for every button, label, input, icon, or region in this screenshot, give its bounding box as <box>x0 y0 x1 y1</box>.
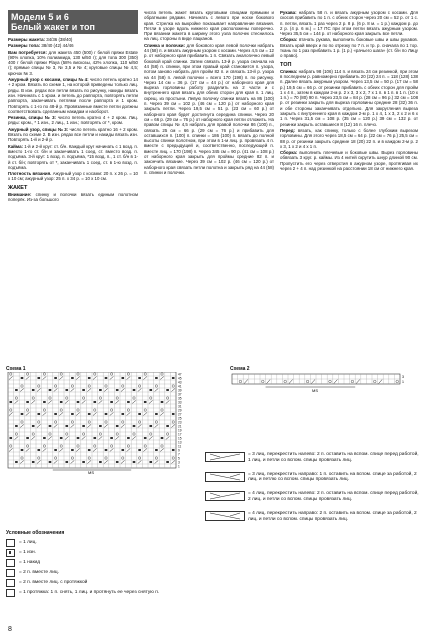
purl-mark <box>49 425 52 427</box>
purl-mark <box>161 401 164 403</box>
purl-mark <box>26 437 29 439</box>
row-number: 25 <box>178 416 182 421</box>
purl-mark <box>94 437 97 439</box>
row-number: 1 <box>402 380 404 384</box>
purl-mark <box>166 461 169 463</box>
legend-row <box>6 589 206 597</box>
row-number: 39 <box>178 388 182 393</box>
purl-mark <box>10 401 13 403</box>
purl-mark <box>105 449 108 451</box>
legend-symbol-icon <box>6 589 15 597</box>
row-number: 13 <box>178 440 182 445</box>
column-2 <box>144 10 274 340</box>
purl-mark <box>60 401 63 403</box>
row-number: 17 <box>178 432 182 437</box>
purl-mark <box>15 461 18 463</box>
purl-mark <box>127 437 130 439</box>
cable-symbol-icon <box>205 452 245 462</box>
cable-legend-row <box>205 491 420 503</box>
purl-mark <box>15 425 18 427</box>
purl-mark <box>105 377 108 379</box>
legend-row <box>6 539 206 547</box>
purl-mark <box>133 425 136 427</box>
paragraph: Ажурный узор с косами, спицы № 4: число петель кратно 14 + 2 кром. Вязать по схеме 1, на которой приведены только лиц. ряды. В изн. рядах все петли вязать по рисунку, накиды вязать изн. Начинать с 1 кром. и петель до раппорта, повторять петли раппорта, заканчивать петлями после раппорта и 1 кром. Повторять с 1-го по 48-й р. Провязанные вместе петли должны соответствовать сделанным накидам и наоборот. <box>8 77 138 114</box>
row-number: 3 <box>402 375 404 379</box>
purl-mark <box>150 425 153 427</box>
purl-mark <box>99 425 102 427</box>
row-number: 19 <box>178 428 182 433</box>
paragraph: Резинка, спицы № 3: число петель кратно 4 + 2 кром. Лиц. ряды: кром., * 1 изн., 2 лиц., 1 изн.; повторять от *, кром. <box>8 115 138 126</box>
purl-mark <box>66 389 69 391</box>
paragraph: Спинка: набрать 98 (106) 114 п. и вязать 24 см резинкой, при этом в последнем р. равномерно прибавить 20 (22) 24 п. = 118 (128) 138 п. Далее вязать ажурным узором. Через 13,5 см = 50 р. (17 см = 58 р.) 19,5 см = 66 р. от резинки прибавить с обеих сторон для пройм 1 х 4 п., затем в каждом 2-м р. 2 х 3, 3 х 2, 7 х 1 п. в 1 п. в 1 п. (10 х 1 п.) = 70 (80) 90 п. Через 23,5 см = 84 р. (28 см = 96 р.) 32 см = 108 р. от резинки закрыть для выреза горловины средние 28 (32) 36 п. и обе стороны заканчивать отдельно. Для закругления выреза закрыть с внутреннего края в каждом 2-м р. 1 х 4, 1 х 3, 2 х 2 и 6 х 1 п. Через 31,5 см = 108 р. (35 см = 120 р.) 39 см = 132 р. от резинки закрыть оставшиеся 8 (12) 16 п. плечо. <box>280 68 418 127</box>
purl-mark <box>116 389 119 391</box>
row-number: 3 <box>178 460 180 465</box>
legend-text: = 1 изн. <box>19 550 36 555</box>
purl-mark <box>116 425 119 427</box>
paragraph: числа петель жакет вязать круговыми спицами прямыми и обратными рядами. Начинать с левого при носке бокового края. Стрелка на выкройке показывает направление вязания. Петли в узоре вдоль нижнего края расположены поперечно. При вязании жакета в ширину этого узла полочек стеснилось на лиц. стороны в виде лацканов. <box>144 10 274 42</box>
purl-mark <box>54 413 57 415</box>
legend-row <box>6 559 206 567</box>
purl-mark <box>88 413 91 415</box>
cross-legend <box>205 452 420 530</box>
purl-mark <box>71 377 74 379</box>
legend-text: = 1 накид <box>19 560 41 565</box>
column-1 <box>8 10 138 340</box>
cable-legend-row <box>205 511 420 523</box>
scheme-1-chart <box>6 372 196 477</box>
row-number: 35 <box>178 396 182 401</box>
purl-mark <box>122 449 125 451</box>
purl-mark <box>43 437 46 439</box>
row-number: 37 <box>178 392 182 397</box>
paragraph: Сборка: втачать рукава, выполнить боковые швы и швы рукавов. Вязать край вверх и по по отрезку по 7 п. и тр. р. сначала по 1 тор. ткань по 1 раз прибавить 1 р. (1 р.) «рачьего шага» (ст. б/н по Лицу о право). <box>280 37 418 59</box>
row-number: 1 <box>178 464 180 469</box>
legend-symbol-icon <box>6 579 15 587</box>
purl-mark <box>133 461 136 463</box>
purl-mark <box>82 425 85 427</box>
text-columns <box>8 10 422 340</box>
scheme-2-label: Схема 2 <box>230 366 250 372</box>
purl-mark <box>144 401 147 403</box>
purl-mark <box>150 461 153 463</box>
paragraph: Ажурный узор, спицы № 3: число петель кратно 16 + 2 кром. Вязать по схеме 2. В изн. рядах все петли и накиды вязать изн. Повторять 1-й и 2-й р. <box>8 126 138 143</box>
purl-mark <box>21 449 24 451</box>
paragraph: Перед: вязать, как спинку, только с более глубоким вырезом горловины. Для этого через 18,5 см = 64 р. (22 см = 76 р.) 25,5 см = 88 р. от резинки закрыть средние 18 (20) 22 п. и в каждом 2-м р. 2 х 3, 1 х 2 и 4 х 1 п. <box>280 127 418 149</box>
paragraph: Размеры жакета: 34/36 (38/40) <box>8 37 73 42</box>
purl-mark <box>94 401 97 403</box>
cable-legend-text: = 4 лиц. перекрестить налево: 2 п. оставить на вспом. спице перед работой, 2 лиц. и петли со вспом. спицы провязать лиц. <box>248 491 419 502</box>
purl-mark <box>138 377 141 379</box>
purl-mark <box>105 413 108 415</box>
legend-symbol-icon <box>6 559 15 567</box>
page-number: 8 <box>8 626 12 633</box>
legend-text: = 2 п. вместе лиц. с протяжкой <box>19 580 88 585</box>
purl-mark <box>21 413 24 415</box>
purl-mark <box>110 437 113 439</box>
purl-mark <box>38 377 41 379</box>
purl-mark <box>32 461 35 463</box>
purl-mark <box>122 377 125 379</box>
purl-mark <box>82 461 85 463</box>
page-title: Модели 5 и 6 <box>11 12 69 22</box>
row-number: 47 <box>178 372 182 377</box>
purl-mark <box>133 389 136 391</box>
paragraph: Рукава: набрать 58 п. и вязать ажурным узором с косами. Для скосов прибавить по 1 п. с обеих сторон через 20 см = 52 р. от 1 с. п. петли, вязать 1 раз через 2 р. 8 р. (6 р. 8 м. = 1 р.) каждом р. до 2 р. (4 р. 6 м.) = 17 ПС при этом петли вязать ажурным узором. Через 35,5 см = 144 р. от наборного края закрыть все петли. <box>280 10 418 37</box>
paragraph: Сборка: выполнить плечевые и боковые швы. Вырез горловины обвязать 3 круг. р. каймы. Из 4 нитей скрутить шнур длиной 90 см. Пропустить его через отверстия в ажурном узоре, протягивая их через 2 + 4 п. над резинкой на расстоянии 18 см от нижнего края. <box>280 150 418 172</box>
paragraph: Плотность вязания. Ажурный узор с косами: 20 п. x 26 р. = 10 x 10 см; ажурный узор: 25 п. x 34 р. = 10 x 10 см. <box>8 171 138 182</box>
cable-legend-text: = 4 лиц. перекрестить направо: 2 п. оставить на вспом. спице за работой, 2 лиц. и петли со вспом. спицы провязать лиц. <box>248 510 417 522</box>
purl-mark <box>77 401 80 403</box>
paragraph: Размеры топа: 38/40 (42) 44/46 <box>8 43 74 49</box>
row-number: 5 <box>178 456 180 461</box>
column-3-text <box>280 10 418 171</box>
purl-mark <box>127 401 130 403</box>
purl-mark <box>122 413 125 415</box>
legend-symbol-icon <box>6 569 15 577</box>
purl-mark <box>10 437 13 439</box>
row-number: 11 <box>178 444 182 449</box>
purl-mark <box>88 449 91 451</box>
purl-mark <box>172 377 175 379</box>
row-number: 31 <box>178 404 182 409</box>
purl-mark <box>116 461 119 463</box>
legend-row <box>6 549 206 557</box>
cable-symbol-icon <box>205 491 245 501</box>
column-3 <box>280 10 418 340</box>
cable-legend-row <box>205 452 420 464</box>
row-number: 23 <box>178 420 182 425</box>
purl-mark <box>15 389 18 391</box>
purl-mark <box>155 377 158 379</box>
paragraph: Кайма: 1-й и 2-й круг: ст. б/н. Каждый круг начинать с 1 возд. п. вместо 1-го ст. б/н и заканчивать 1 соед. ст. вместо возд. п. подъёма. 3-й круг: 1 возд. п. подъёма, *15 возд. п., 1 ст. б/н в 1-й ст. б/н; повторять от *, заканчивать 1 соед. ст. в 1-ю возд. п. подъёма. <box>8 143 138 170</box>
purl-mark <box>77 437 80 439</box>
purl-mark <box>49 461 52 463</box>
row-number: 21 <box>178 424 182 429</box>
legend-text: = 2 п. вместе лиц. <box>19 570 59 575</box>
purl-mark <box>38 413 41 415</box>
repeat-label: МS <box>88 470 94 475</box>
section-heading: ТОП <box>280 61 292 68</box>
legend-text: = 1 протяжка: 1 п. снять, 1 лиц. и протянуть ее через снятую п. <box>19 590 160 595</box>
row-number: 41 <box>178 384 182 389</box>
row-number: 15 <box>178 436 182 441</box>
paragraph: Вам потребуется: для жакета 450 (500) г белой пряжи Estate (90% хлопка, 10% полиамида, 130 м/50 г); для топа 300 (350) 400 г белой пряжи Playa (58% вискозы, 42% хлопка, 110 м/50 г); прямые спицы № 3, № 3,5 и № 4; круговые спицы № 4,5; крючок № 3. <box>8 49 138 76</box>
purl-mark <box>138 449 141 451</box>
symbol-legend <box>6 530 206 599</box>
row-number: 27 <box>178 412 182 417</box>
purl-mark <box>144 437 147 439</box>
purl-mark <box>32 389 35 391</box>
purl-mark <box>155 413 158 415</box>
section-heading: ЖАКЕТ <box>8 184 28 191</box>
purl-mark <box>32 425 35 427</box>
row-number: 9 <box>178 448 180 453</box>
purl-mark <box>110 401 113 403</box>
purl-mark <box>82 389 85 391</box>
purl-mark <box>150 389 153 391</box>
paragraph: Спинка и полочки: для бокового края левой полочки набрать 44 (58) п. и вязать ажурным узором с косами. Через 4,5 см = 12 р. от наборного края прибавить 1 п. Связать аналогично левый боковой край спинки. Затем связать 13-й р. узора сначала на 44 (58) п. спинки, при этом правый край становится п. узора, потом заново набрать для пройм 82 п. и связать 13-й р. узора на 44 (58) п. левой полочки = всего 170 (198) п. по рисунку. Через 14 см = 36 р. (17 см = 44 р.) от наборного края для выреза горловины работу разделить на 2 части и с внутреннего края вязать для обеих сторон для края п. 1 лиц. скрещ. из простыни. Левую полочку спинки вязать на 86 (100) п. Через 39 см = 102 р. (46 см = 120 р.) от наборного края закрыть петли. Через 19,5 см = 51 р. (23 см = 60 р.) от наборного края будет достигнута середина спинки. Через 20 см = 66 р. (29 см = 76 р.) от наборного края петли отложить. На правом спицы № 4,5 набрать для правой полочки 86 (100) п., связать 25 см = 66 р. (29 см = 76 р.) и прибавить для оставшихся п. (100) п. спинки = 186 (100) п. вязать до полной высоты спинки полотном, при этом в 1-м лиц. р. провязать 4 п. вместе с предыдущей и, соответственно, последующей п. вместе лиц. = 170 (198) п. Через 345 см = 90 р. (41 см = 108 р.) от наборного края закрыть для проймы средние 82 п. и закончить вязание. Через 39 см = 102 р. (46 см = 120 р.) от наборного края связать петли полотна и закрыть ряд на 44 (58) п. спинки и полочки. <box>144 42 274 175</box>
purl-mark <box>155 449 158 451</box>
legend-text: = 1 лиц. <box>19 540 37 545</box>
purl-mark <box>172 449 175 451</box>
purl-mark <box>71 449 74 451</box>
title-block <box>8 10 138 34</box>
purl-mark <box>99 461 102 463</box>
purl-mark <box>43 401 46 403</box>
row-number: 45 <box>178 376 182 381</box>
purl-mark <box>38 449 41 451</box>
purl-mark <box>166 425 169 427</box>
legend-symbol-icon <box>6 539 15 547</box>
column-2-text <box>144 10 274 175</box>
purl-mark <box>71 413 74 415</box>
purl-mark <box>21 377 24 379</box>
page-subtitle: Белый жакет и топ <box>11 22 95 32</box>
purl-mark <box>166 389 169 391</box>
row-number: 43 <box>178 380 182 385</box>
purl-mark <box>66 461 69 463</box>
cable-legend-text: = 3 лиц. перекрестить налево: 2 п. оставить на вспом. спице перед работой, 1 лиц. и петли со вспом. спицы провязать лиц. <box>248 452 419 463</box>
row-number: 7 <box>178 452 180 457</box>
scheme-1-label: Схема 1 <box>6 366 26 372</box>
purl-mark <box>88 377 91 379</box>
column-1-text <box>8 37 138 202</box>
purl-mark <box>161 437 164 439</box>
legend-row <box>6 569 206 577</box>
legend-symbol-icon <box>6 549 15 557</box>
cable-symbol-icon <box>205 472 245 482</box>
cable-symbol-icon <box>205 511 245 521</box>
repeat-label: МS <box>312 388 318 393</box>
legend-title: Условные обозначения <box>6 530 65 536</box>
paragraph: Внимание: спинку и полочки вязать единым полотном поперёк. Из-за большого <box>8 191 138 203</box>
cable-legend-text: = 3 лиц. перекрестить направо: 1 п. оставить на вспом. спице за работой, 2 лиц. и петлю со вспом. спицы провязать лиц. <box>248 471 417 483</box>
purl-mark <box>60 437 63 439</box>
row-number: 29 <box>178 408 182 413</box>
purl-mark <box>54 449 57 451</box>
purl-mark <box>99 389 102 391</box>
purl-mark <box>54 377 57 379</box>
cable-legend-row <box>205 472 420 484</box>
row-number: 33 <box>178 400 182 405</box>
purl-mark <box>172 413 175 415</box>
purl-mark <box>66 425 69 427</box>
scheme-2-chart <box>230 372 420 404</box>
purl-mark <box>49 389 52 391</box>
legend-row <box>6 579 206 587</box>
purl-mark <box>26 401 29 403</box>
purl-mark <box>138 413 141 415</box>
